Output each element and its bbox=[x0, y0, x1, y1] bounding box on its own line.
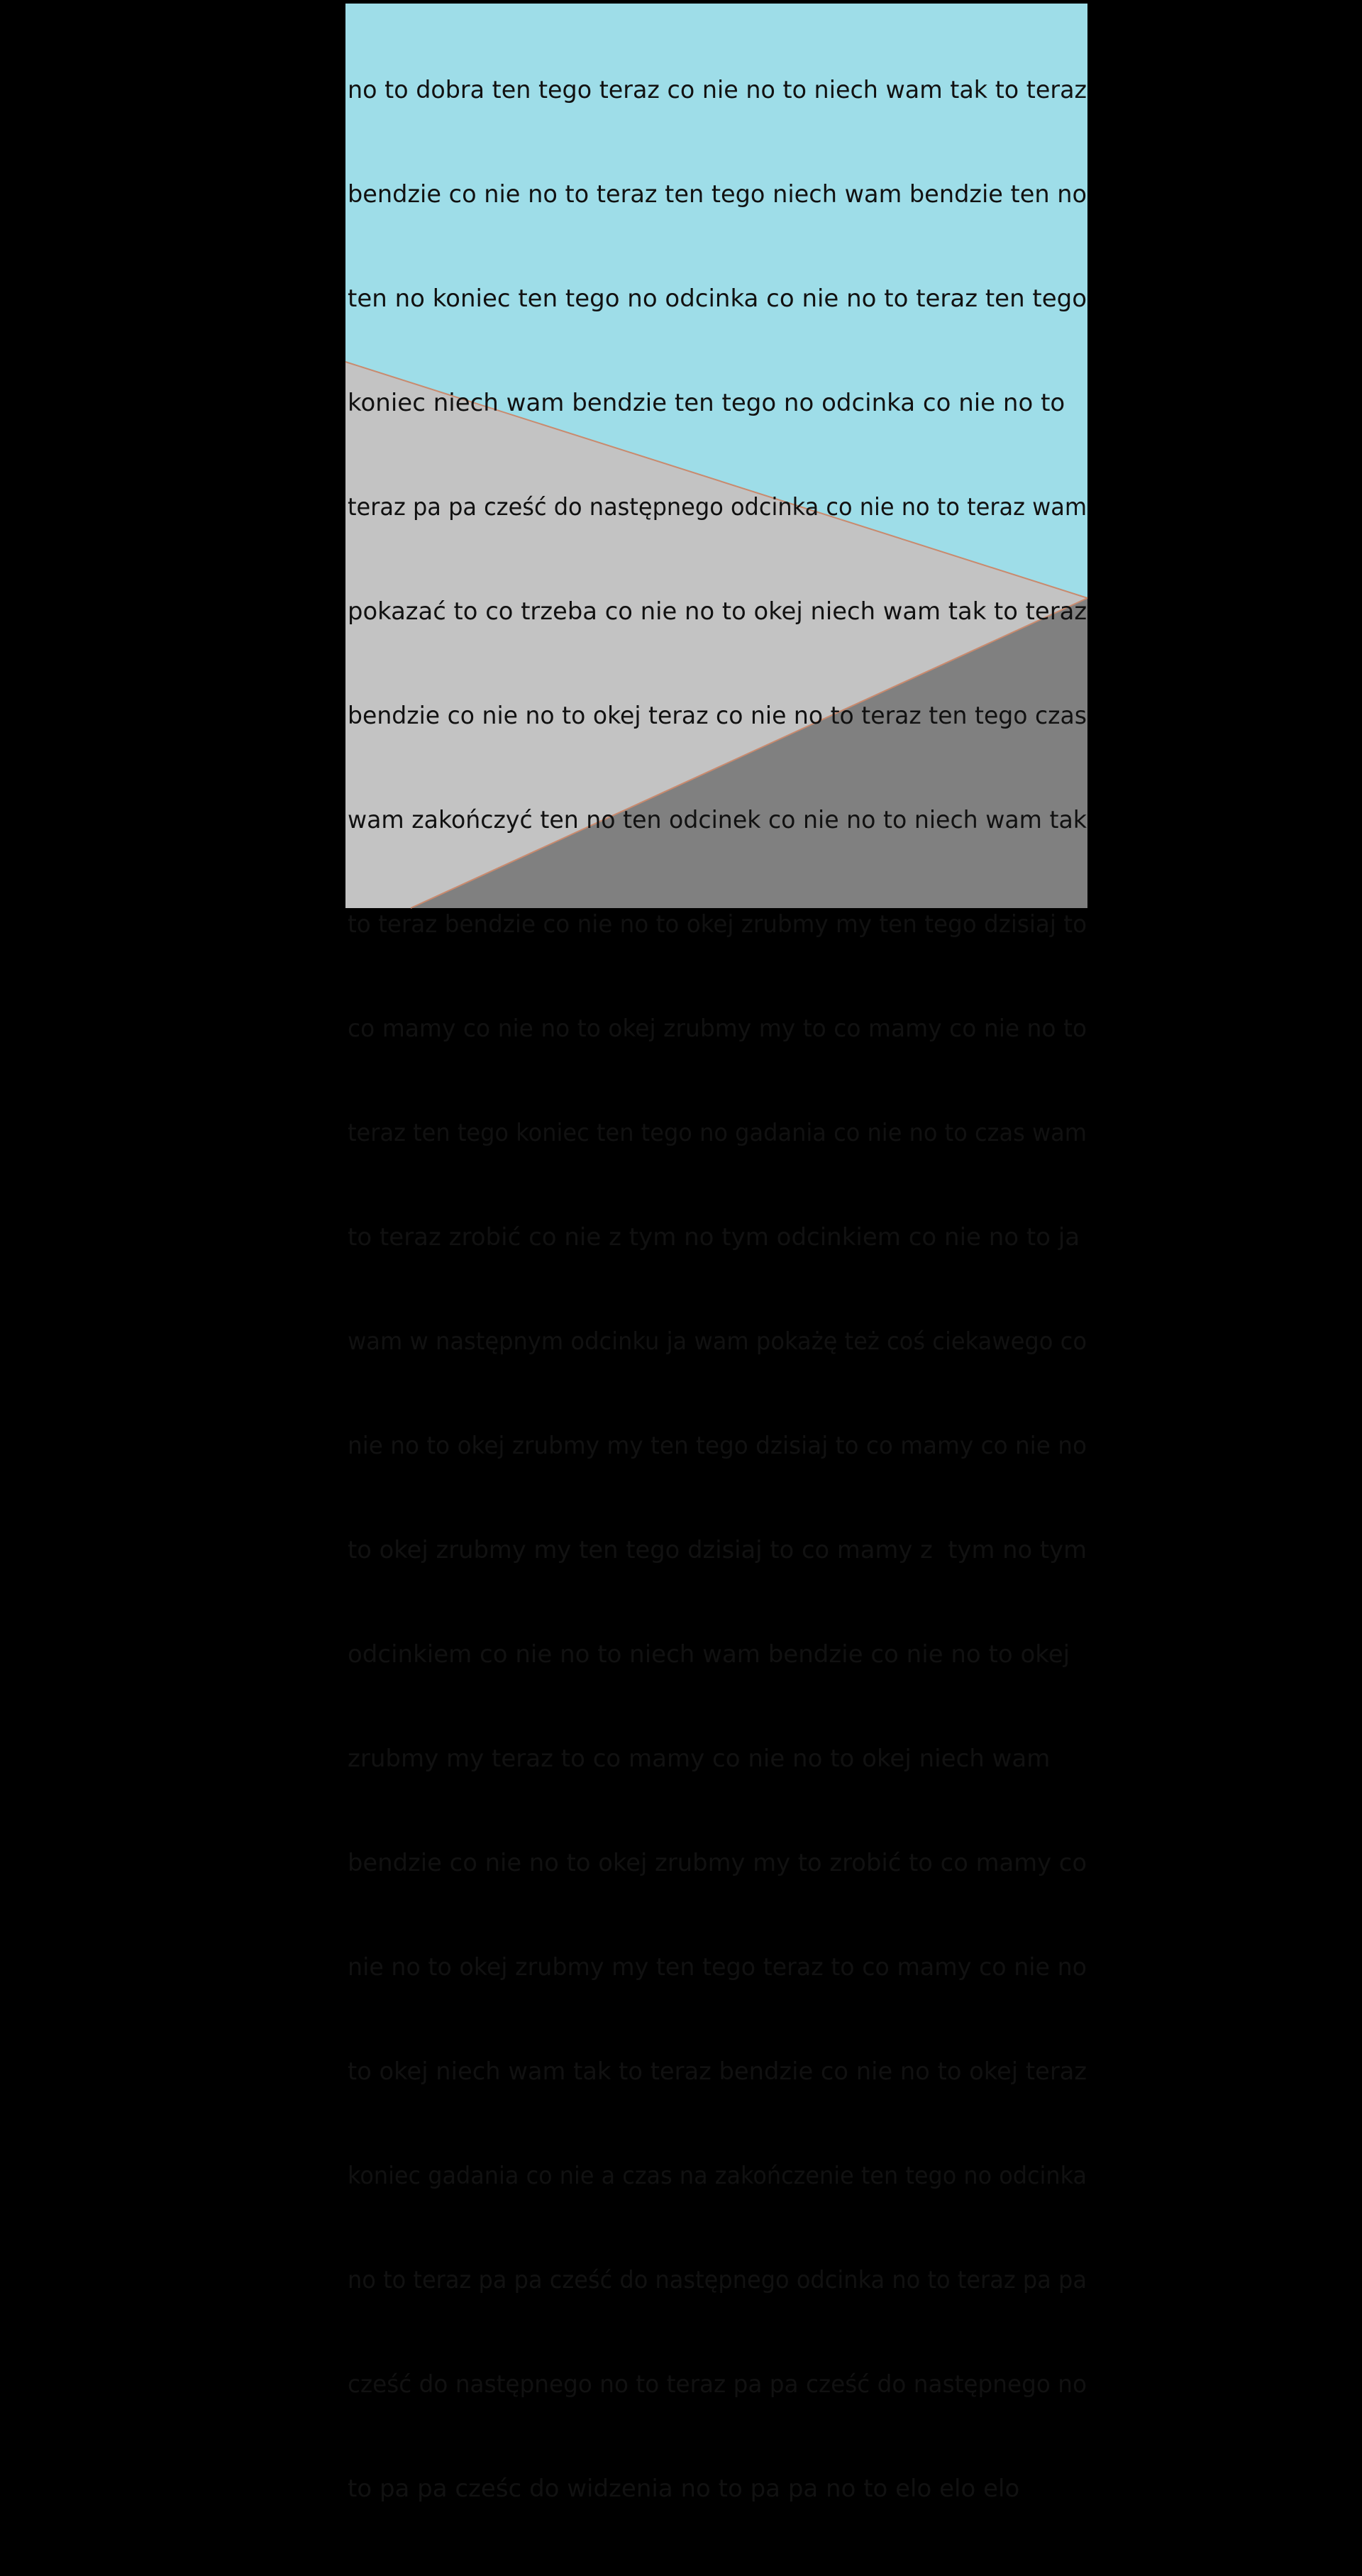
text-line: to okej niech wam tak to teraz bendzie co nie no to okej teraz bbox=[348, 2057, 1087, 2086]
text-line: pokazać to co trzeba co nie no to okej niech wam tak to teraz bbox=[348, 597, 1087, 626]
text-line: bendzie co nie no to teraz ten tego niech wam bendzie ten no bbox=[348, 180, 1087, 209]
text-line: nie no to okej zrubmy my ten tego teraz to co mamy co nie no bbox=[348, 1953, 1087, 1981]
text-line: bendzie co nie no to okej teraz co nie no to teraz ten tego czas bbox=[348, 702, 1087, 730]
text-line: teraz ten tego koniec ten tego no gadania co nie no to czas wam bbox=[348, 1119, 1087, 1147]
text-line: nie no to okej zrubmy my ten tego dzisiaj to co mamy co nie no bbox=[348, 1432, 1087, 1460]
text-line: koniec gadania co nie a czas na zakończenie ten tego no odcinka bbox=[348, 2162, 1087, 2190]
text-line: teraz pa pa cześć do następnego odcinka co nie no to teraz wam bbox=[348, 493, 1087, 521]
text-line: to okej zrubmy my ten tego dzisiaj to co mamy z tym no tym bbox=[348, 1536, 1087, 1564]
text-line: no to teraz pa pa cześć do następnego odcinka no to teraz pa pa bbox=[348, 2266, 1087, 2294]
slide-text bbox=[348, 4, 1092, 2576]
text-line: no to dobra ten tego teraz co nie no to niech wam tak to teraz bbox=[348, 76, 1087, 104]
text-line: ten no koniec ten tego no odcinka co nie no to teraz ten tego bbox=[348, 284, 1087, 313]
text-line: to teraz zrobić co nie z tym no tym odcinkiem co nie no to ja bbox=[348, 1223, 1080, 1251]
text-line: co mamy co nie no to okej zrubmy my to co mamy co nie no to bbox=[348, 1015, 1087, 1043]
slide-panel bbox=[345, 4, 1087, 2503]
text-line: wam zakończyć ten no ten odcinek co nie no to niech wam tak bbox=[348, 806, 1087, 834]
text-line: bendzie co nie no to okej zrubmy my to zrobić to co mamy co bbox=[348, 1849, 1087, 1877]
text-line: to pa pa cześc do widzenia no to pa pa no to elo elo elo bbox=[348, 2475, 1020, 2503]
text-line: cześć do następnego no to teraz pa pa cześć do następnego no bbox=[348, 2370, 1087, 2399]
text-line: zrubmy my teraz to co mamy co nie no to okej niech wam bbox=[348, 1745, 1051, 1773]
text-line: to teraz bendzie co nie no to okej zrubmy my ten tego dzisiaj to bbox=[348, 910, 1087, 939]
text-line: odcinkiem co nie no to niech wam bendzie co nie no to okej bbox=[348, 1640, 1070, 1669]
text-line: koniec niech wam bendzie ten tego no odcinka co nie no to bbox=[348, 389, 1065, 417]
text-line: wam w następnym odcinku ja wam pokażę też coś ciekawego co bbox=[348, 1327, 1087, 1356]
